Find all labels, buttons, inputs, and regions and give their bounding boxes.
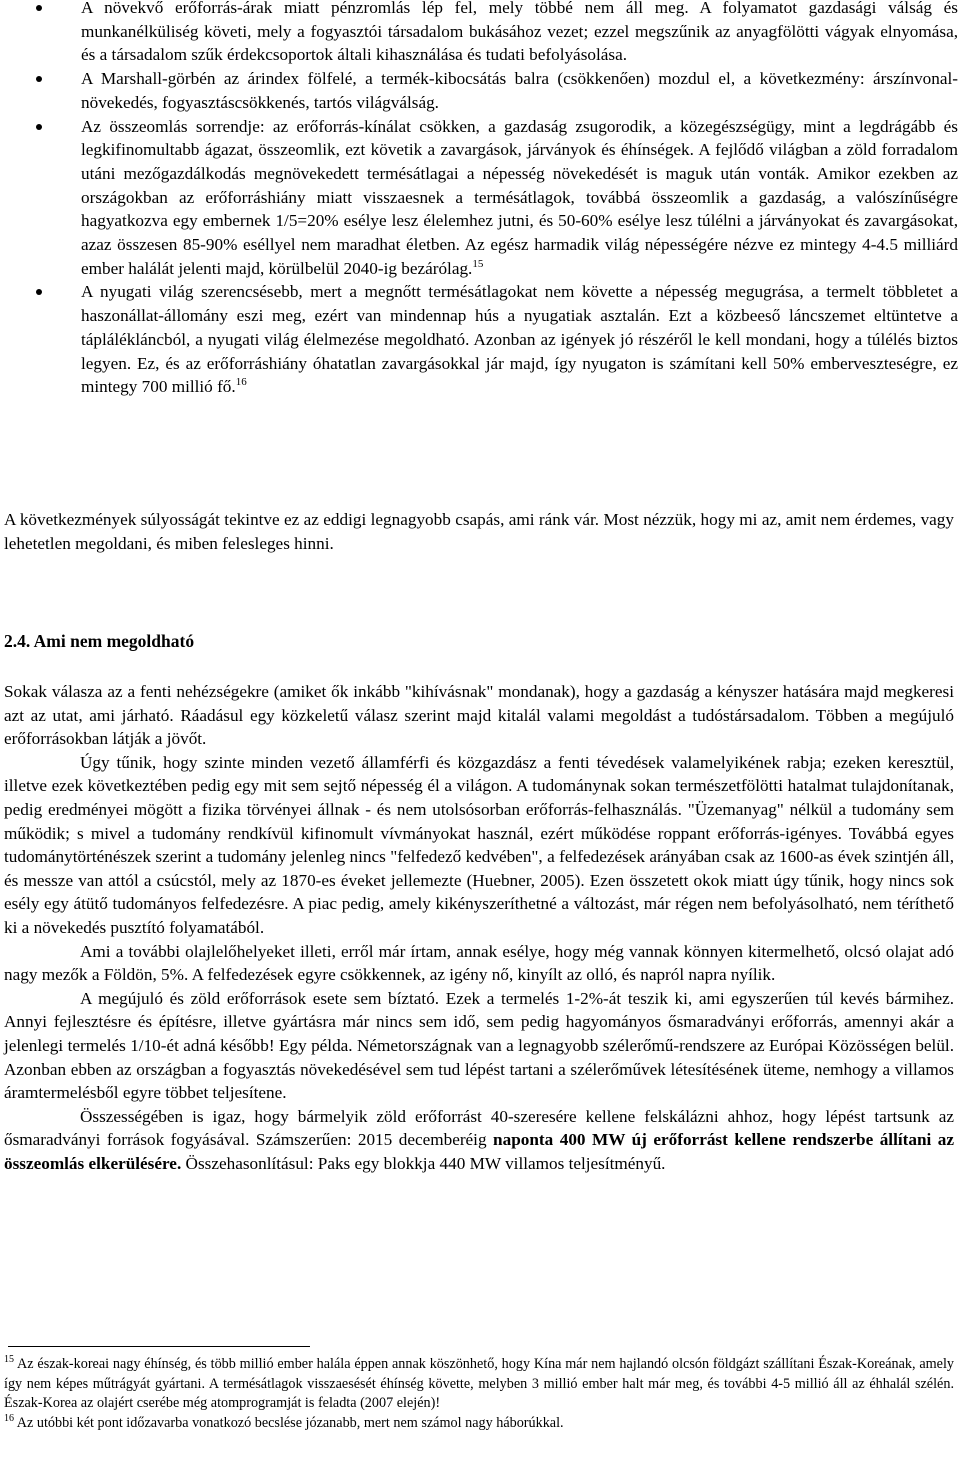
paragraph: Ami a további olajlelőhelyeket illeti, erről már írtam, annak esélye, hogy még vannak könnyen kitermelhető, olcsó olajat adó nagy mezők a Földön, 5%. A felfedezések egyre csökkennek, az igény nő, kinyílt az olló, és napról napra nyílik.	[4, 941, 954, 985]
paragraph-text: Összességében is igaz, hogy bármelyik zöld erőforrást 40-szeresére kellene felskálázni ahhoz, hogy lépést tartsunk az ősmaradványi források fogyásával. Számszerűen: 2015 decemberéig	[4, 1106, 954, 1150]
footnote-text: Az utóbbi két pont időzavarba vonatkozó becslése józanabb, mert nem számol nagy háborúkkal.	[16, 1415, 564, 1432]
paragraph: A megújuló és zöld erőforrások esete sem bíztató. Ezek a termelés 1-2%-át teszik ki, ami egyszerűen túl kevés bármihez. Annyi fejlesztésre és építésre, illetve gyártásra már nincs sem idő, sem pedig hagyományos ősmaradványi erőforrás, amennyi akár a jelenlegi termelés 1/10-ét adná később! Egy példa. Németországnak van a legnagyobb szélerőmű-rendszere az Európai Közösségen belül. Azonban ebben az országban a fogyasztás növekedésével sem tud lépést tartani a szélerőművek létesítésének üteme, nemhogy a villamos áramtermelésből egyre többet teljesítene.	[4, 988, 954, 1103]
footnotes	[4, 1355, 954, 1434]
paragraph: Sokak válasza az a fenti nehézségekre (amiket ők inkább "kihívásnak" mondanak), hogy a gazdaság a kényszer hatására majd megkeresi azt az utat, ami járható. Ráadásul egy közkeletű válasz szerint majd kitalál valami megoldást a tudóstársadalom. Többen a megújuló erőforrásokban látják a jövőt.	[4, 682, 954, 749]
footnote-number: 16	[4, 1413, 14, 1425]
bullet-icon	[36, 289, 42, 295]
footnote-text: Az észak-koreai nagy éhínség, és több millió ember halála éppen annak köszönhető, hogy Kína már nem hajlandó olcsón földgázt szállítani Észak-Koreának, amely így nem képes műtrágyát gyártani. A termésátlagok visszaesését éhínség követte, melyben 3 millió ember halt már meg, és további 4-5 millió áll az éhhalál szélén. Észak-Korea az olajért cserébe még atomprogramját is feladta (2007 elején)!	[4, 1356, 955, 1412]
bullet-icon	[36, 5, 42, 11]
list-item	[4, 115, 958, 281]
paragraph: Úgy tűnik, hogy szinte minden vezető államférfi és közgazdász a fenti tévedések valamelyikének rabja; ezeken keresztül, illetve ezek következtében pedig egy mit sem sejtő népesség él a világon. A tudománynak sokan természetfölötti hatalmat tulajdonítanak, pedig eredményei mögött a fizika törvényei állnak - és nem utolsósorban erőforrás-felhasználás. "Üzemanyag" nélkül a tudomány sem működik; s mivel a tudomány rendkívül kifinomult vívmányokat használ, ezért működése roppant erőforrás-igényes. Továbbá egyes tudománytörténészek szerint a tudomány jelenleg nincs "felfedező kedvében", a felfedezések arányában csak az 1600-as évek szintjén áll, és messze van attól a csúcstól, mely az 1870-es éveket jellemezte (Huebner, 2005). Ezen összetett okok miatt úgy tűnik, hogy nincs sok esély egy átütő tudományos felfedezésre. A piac pedig, amely kikényszeríthetné a változást, már régen nem befolyásolható, nem téríthető ki a növekedés pusztító folyamatából.	[4, 752, 954, 937]
footnote-number: 15	[4, 1354, 14, 1365]
footnote-ref[interactable]: 15	[472, 257, 484, 270]
list-item	[4, 67, 958, 114]
bullet-icon	[36, 124, 42, 130]
main-body	[4, 680, 954, 1175]
bullet-text: Az összeomlás sorrendje: az erőforrás-kínálat csökken, a gazdaság zsugorodik, a közegészségügy, mint a legdrágább és legkifinomultabb ágazat, összeomlik, ezt követik a zavargások, járványok és éhínségek. A fejlődő világban a zöld forradalom utáni mezőgazdálkodás megnövekedett termésátlagai a népesség növekedését is maguk után vonták. Amikor ezekben az országokban az erőforráshiány miatt visszaesnek a termésátlagok, továbbá összeomlik a gazdaság, a valószínűségre hagyatkozva egy embernek 1/5=20% esélye lesz élelemhez jutni, és 50-60% esélye lesz túlélni a járványokat és zavargásokat, azaz összesen 85-90% eséllyel nem maradhat életben. Az egész harmadik világ népességére nézve ez mintegy 4-4.5 milliárd ember halálát jelenti majd, körülbelül 2040-ig bezárólag.	[81, 116, 958, 278]
list-item	[4, 0, 958, 67]
after-bullets-paragraph: A következmények súlyosságát tekintve ez az eddigi legnagyobb csapás, ami ránk vár. Most nézzük, hogy mi az, amit nem érdemes, vagy lehetetlen megoldani, és miben felesleges hinni.	[4, 510, 954, 553]
paragraph	[4, 1105, 954, 1176]
footnote-divider	[8, 1346, 310, 1347]
list-item	[4, 280, 958, 399]
footnote	[4, 1355, 954, 1414]
bullet-list	[4, 0, 958, 399]
bullet-text: A nyugati világ szerencsésebb, mert a megnőtt termésátlagokat nem követte a népesség megugrása, a termelt többletet a haszonállat-állomány eszi meg, ezért van mindennap hús a nyugatiak asztalán. Ezt a közbeeső láncszemet eltüntetve a táplálékláncból, a nyugati világ élelmezése megoldható. Azonban az igények jó részéről le kell mondani, hogy a túlélés biztos legyen. Ez, és az erőforráshiány óhatatlan zavargásokkal jár majd, így nyugaton is számítani kell 50% emberveszteségre, ez mintegy 700 millió fő.	[81, 282, 958, 397]
footnote-ref[interactable]: 16	[235, 376, 247, 389]
section-heading: 2.4. Ami nem megoldható	[4, 631, 195, 651]
footnote	[4, 1414, 954, 1434]
paragraph-text: Összehasonlításul: Paks egy blokkja 440 MW villamos teljesítményű.	[181, 1153, 666, 1173]
bullet-icon	[36, 76, 42, 82]
bullet-text: A növekvő erőforrás-árak miatt pénzromlás lép fel, mely többé nem áll meg. A folyamatot gazdasági válság és munkanélküliség követi, mely a fogyasztói társadalom bukásához vezet; ezzel megszűnik az anyagfölötti vágyak elnyomása, és a társadalom szűk érdekcsoportok általi kihasználása és tudati befolyásolása.	[81, 0, 958, 65]
emphasis-text: naponta 400 MW új erőforrást kellene rendszerbe állítani az összeomlás elkerülésére.	[4, 1130, 954, 1173]
bullet-text: A Marshall-görbén az árindex fölfelé, a termék-kibocsátás balra (csökkenően) mozdul el, a következmény: árszínvonal-növekedés, fogyasztáscsökkenés, tartós világválság.	[81, 69, 958, 112]
